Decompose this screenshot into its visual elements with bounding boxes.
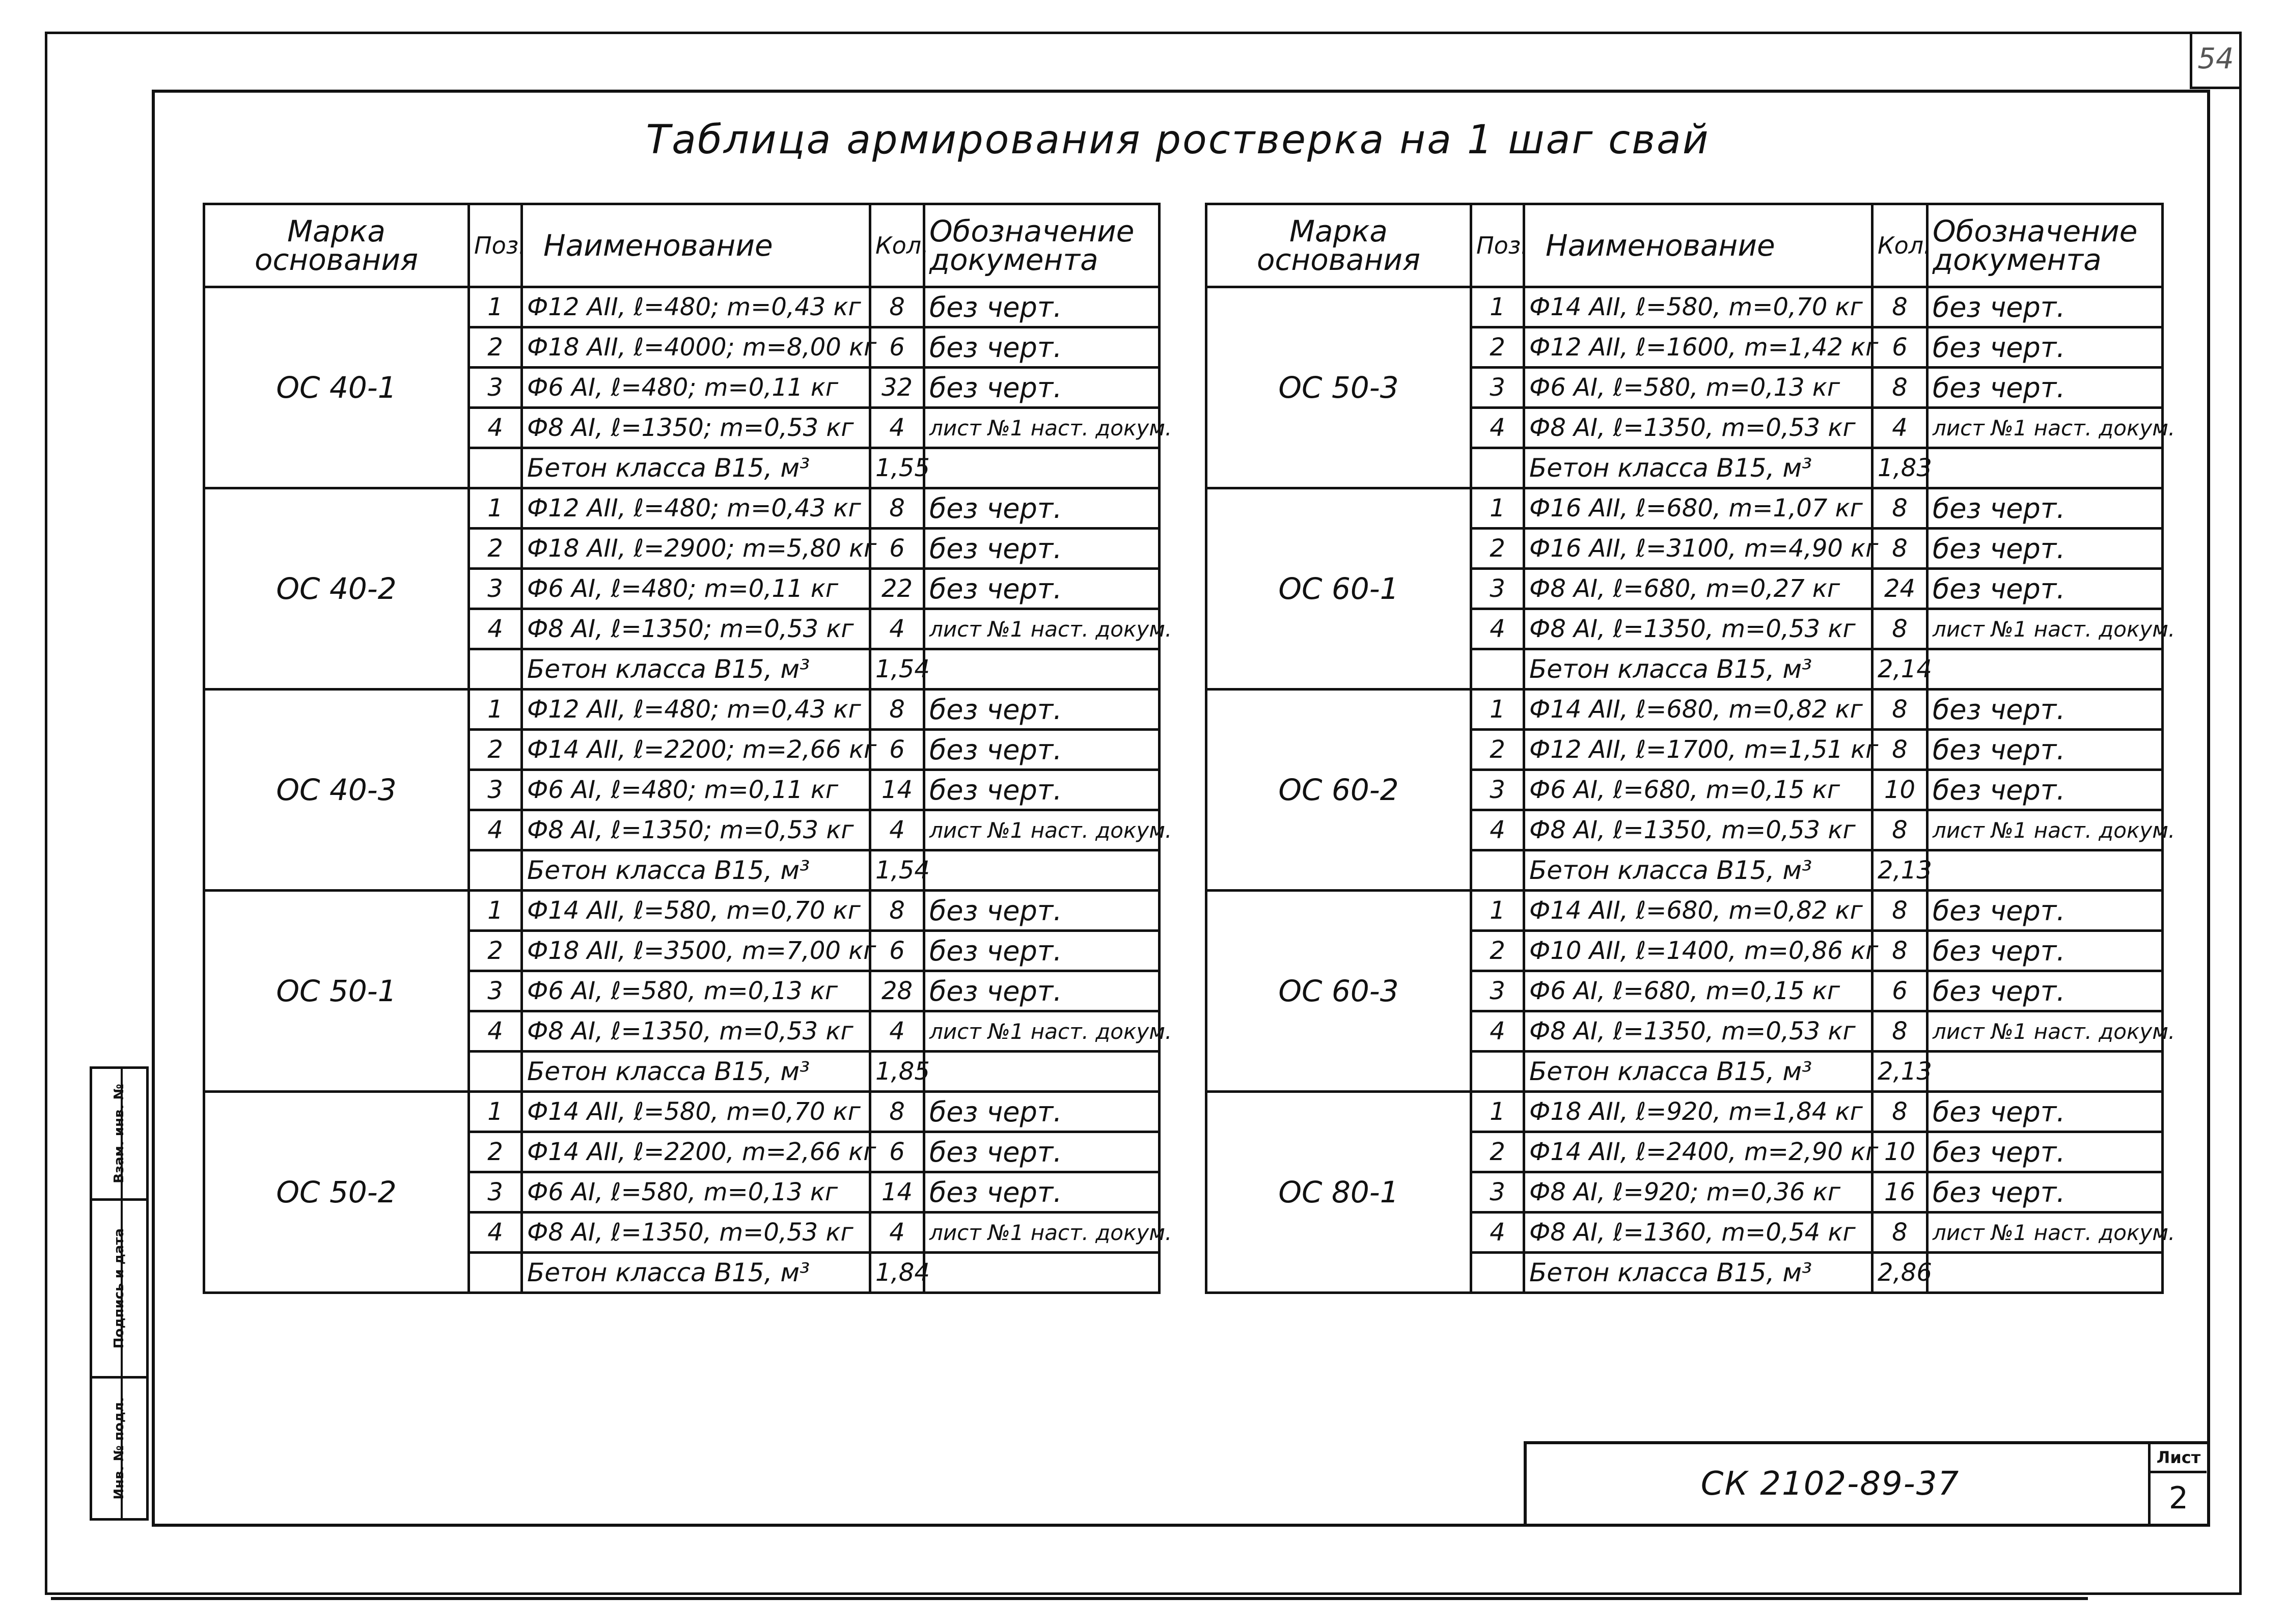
document-cell: без черт. (1927, 971, 2163, 1011)
position-cell: 2 (469, 529, 522, 569)
table-header-row (1206, 204, 2163, 287)
document-cell: без черт. (1927, 730, 2163, 770)
position-cell: 2 (469, 327, 522, 368)
name-cell: Ф14 АII, ℓ=680, m=0,82 кг (1524, 891, 1872, 931)
quantity-cell: 6 (870, 931, 924, 971)
position-cell: 3 (1471, 770, 1524, 810)
document-cell: без черт. (1927, 569, 2163, 609)
document-cell: лист №1 наст. докум. (924, 1213, 1160, 1253)
quantity-cell: 4 (1872, 408, 1927, 448)
document-cell: лист №1 наст. докум. (1927, 1213, 2163, 1253)
position-cell (469, 649, 522, 690)
name-cell: Ф12 АII, ℓ=480; m=0,43 кг (522, 690, 870, 730)
position-cell (1471, 850, 1524, 891)
position-cell: 4 (469, 408, 522, 448)
document-cell: лист №1 наст. докум. (1927, 1011, 2163, 1052)
quantity-cell: 8 (870, 287, 924, 327)
document-cell: без черт. (924, 1172, 1160, 1213)
concrete-cell: Бетон класса В15, м³ (1524, 649, 1872, 690)
document-cell: лист №1 наст. докум. (1927, 810, 2163, 850)
position-cell: 2 (1471, 327, 1524, 368)
position-cell: 4 (1471, 609, 1524, 649)
page-number: 54 (2190, 32, 2239, 89)
position-cell: 3 (1471, 1172, 1524, 1213)
position-cell (469, 850, 522, 891)
document-cell: без черт. (1927, 327, 2163, 368)
table-row (204, 287, 1160, 327)
header-pos: Поз. (469, 204, 522, 287)
name-cell: Ф18 АII, ℓ=4000; m=8,00 кг (522, 327, 870, 368)
header-pos: Поз. (1471, 204, 1524, 287)
concrete-qty-cell: 1,84 (870, 1253, 924, 1293)
side-stamp-cell (92, 1379, 146, 1518)
side-stamp (90, 1066, 149, 1521)
quantity-cell: 8 (1872, 609, 1927, 649)
document-cell: без черт. (924, 287, 1160, 327)
side-stamp-cell (92, 1201, 146, 1379)
quantity-cell: 8 (1872, 1092, 1927, 1132)
position-cell: 3 (469, 770, 522, 810)
position-cell (1471, 649, 1524, 690)
document-cell: без черт. (1927, 931, 2163, 971)
name-cell: Ф18 АII, ℓ=3500, m=7,00 кг (522, 931, 870, 971)
quantity-cell: 14 (870, 770, 924, 810)
header-qty: Кол. (870, 204, 924, 287)
name-cell: Ф6 АI, ℓ=580, m=0,13 кг (522, 971, 870, 1011)
document-cell (924, 649, 1160, 690)
quantity-cell: 4 (870, 408, 924, 448)
header-name: Наименование (1524, 204, 1872, 287)
side-stamp-label: Взам. инв. № (112, 1084, 127, 1183)
document-cell: без черт. (1927, 368, 2163, 408)
name-cell: Ф10 АII, ℓ=1400, m=0,86 кг (1524, 931, 1872, 971)
quantity-cell: 8 (1872, 690, 1927, 730)
quantity-cell: 8 (1872, 287, 1927, 327)
quantity-cell: 8 (1872, 810, 1927, 850)
name-cell: Ф14 АII, ℓ=2200; m=2,66 кг (522, 730, 870, 770)
mark-cell: ОС 40-1 (204, 287, 469, 488)
mark-cell: ОС 80-1 (1206, 1092, 1471, 1293)
name-cell: Ф6 АI, ℓ=580, m=0,13 кг (522, 1172, 870, 1213)
quantity-cell: 6 (1872, 327, 1927, 368)
position-cell (1471, 1253, 1524, 1293)
table-row (204, 488, 1160, 529)
document-cell: без черт. (924, 730, 1160, 770)
sheet-number: 2 (2148, 1473, 2207, 1524)
position-cell: 1 (1471, 1092, 1524, 1132)
name-cell: Ф8 АI, ℓ=1350, m=0,53 кг (1524, 609, 1872, 649)
concrete-cell: Бетон класса В15, м³ (522, 448, 870, 488)
document-cell (1927, 1052, 2163, 1092)
document-cell: лист №1 наст. докум. (1927, 408, 2163, 448)
position-cell: 4 (469, 609, 522, 649)
position-cell: 4 (1471, 1213, 1524, 1253)
mark-cell: ОС 50-1 (204, 891, 469, 1092)
position-cell: 4 (1471, 408, 1524, 448)
position-cell: 4 (1471, 1011, 1524, 1052)
rebar-table-left (203, 203, 1172, 1294)
quantity-cell: 8 (870, 891, 924, 931)
quantity-cell: 8 (1872, 529, 1927, 569)
name-cell: Ф8 АI, ℓ=1350; m=0,53 кг (522, 810, 870, 850)
position-cell: 3 (1471, 368, 1524, 408)
document-cell: лист №1 наст. докум. (924, 810, 1160, 850)
quantity-cell: 22 (870, 569, 924, 609)
quantity-cell: 28 (870, 971, 924, 1011)
name-cell: Ф6 АI, ℓ=480; m=0,11 кг (522, 368, 870, 408)
concrete-qty-cell: 1,54 (870, 850, 924, 891)
concrete-cell: Бетон класса В15, м³ (522, 850, 870, 891)
table-header-row (204, 204, 1160, 287)
position-cell (469, 448, 522, 488)
title-block (1524, 1441, 2207, 1524)
document-cell (1927, 448, 2163, 488)
position-cell: 1 (469, 488, 522, 529)
mark-cell: ОС 50-2 (204, 1092, 469, 1293)
name-cell: Ф18 АII, ℓ=920, m=1,84 кг (1524, 1092, 1872, 1132)
concrete-cell: Бетон класса В15, м³ (1524, 1253, 1872, 1293)
concrete-qty-cell: 1,54 (870, 649, 924, 690)
document-cell: без черт. (924, 327, 1160, 368)
position-cell: 2 (469, 931, 522, 971)
position-cell: 2 (1471, 1132, 1524, 1172)
concrete-qty-cell: 1,85 (870, 1052, 924, 1092)
position-cell: 4 (469, 810, 522, 850)
document-cell: без черт. (924, 971, 1160, 1011)
position-cell: 2 (469, 1132, 522, 1172)
table-row (1206, 891, 2163, 931)
bottom-edge-line (51, 1597, 2088, 1600)
document-cell: без черт. (924, 1092, 1160, 1132)
quantity-cell: 6 (870, 327, 924, 368)
document-cell (924, 1052, 1160, 1092)
table-row (1206, 287, 2163, 327)
mark-cell: ОС 40-2 (204, 488, 469, 690)
name-cell: Ф14 АII, ℓ=580, m=0,70 кг (522, 891, 870, 931)
quantity-cell: 6 (1872, 971, 1927, 1011)
name-cell: Ф16 АII, ℓ=680, m=1,07 кг (1524, 488, 1872, 529)
position-cell: 1 (469, 690, 522, 730)
name-cell: Ф16 АII, ℓ=3100, m=4,90 кг (1524, 529, 1872, 569)
document-cell: без черт. (1927, 529, 2163, 569)
position-cell: 3 (469, 368, 522, 408)
quantity-cell: 8 (1872, 891, 1927, 931)
name-cell: Ф8 АI, ℓ=1350; m=0,53 кг (522, 609, 870, 649)
table-row (204, 891, 1160, 931)
name-cell: Ф12 АII, ℓ=480; m=0,43 кг (522, 488, 870, 529)
position-cell: 1 (469, 287, 522, 327)
name-cell: Ф8 АI, ℓ=1350, m=0,53 кг (522, 1011, 870, 1052)
concrete-qty-cell: 2,86 (1872, 1253, 1927, 1293)
quantity-cell: 8 (1872, 488, 1927, 529)
name-cell: Ф12 АII, ℓ=480; m=0,43 кг (522, 287, 870, 327)
document-cell: без черт. (924, 931, 1160, 971)
document-cell: без черт. (1927, 891, 2163, 931)
position-cell: 1 (469, 1092, 522, 1132)
document-cell (1927, 850, 2163, 891)
quantity-cell: 24 (1872, 569, 1927, 609)
mark-cell: ОС 60-3 (1206, 891, 1471, 1092)
name-cell: Ф12 АII, ℓ=1700, m=1,51 кг (1524, 730, 1872, 770)
document-cell: без черт. (1927, 488, 2163, 529)
quantity-cell: 4 (870, 810, 924, 850)
table-row (204, 1092, 1160, 1132)
table-row (204, 690, 1160, 730)
quantity-cell: 32 (870, 368, 924, 408)
document-cell: без черт. (1927, 1172, 2163, 1213)
concrete-cell: Бетон класса В15, м³ (1524, 1052, 1872, 1092)
quantity-cell: 4 (870, 609, 924, 649)
name-cell: Ф14 АII, ℓ=580, m=0,70 кг (522, 1092, 870, 1132)
concrete-cell: Бетон класса В15, м³ (522, 1253, 870, 1293)
concrete-qty-cell: 1,55 (870, 448, 924, 488)
name-cell: Ф6 АI, ℓ=680, m=0,15 кг (1524, 770, 1872, 810)
quantity-cell: 6 (870, 1132, 924, 1172)
position-cell: 2 (469, 730, 522, 770)
position-cell (1471, 448, 1524, 488)
side-stamp-cell (92, 1069, 146, 1201)
concrete-cell: Бетон класса В15, м³ (522, 649, 870, 690)
document-cell: без черт. (1927, 1092, 2163, 1132)
quantity-cell: 6 (870, 529, 924, 569)
concrete-cell: Бетон класса В15, м³ (522, 1052, 870, 1092)
quantity-cell: 10 (1872, 1132, 1927, 1172)
name-cell: Ф6 АI, ℓ=680, m=0,15 кг (1524, 971, 1872, 1011)
concrete-cell: Бетон класса В15, м³ (1524, 448, 1872, 488)
quantity-cell: 4 (870, 1213, 924, 1253)
name-cell: Ф8 АI, ℓ=680, m=0,27 кг (1524, 569, 1872, 609)
header-doc: Обозначение документа (1927, 204, 2163, 287)
name-cell: Ф6 АI, ℓ=480; m=0,11 кг (522, 569, 870, 609)
table-row (1206, 1092, 2163, 1132)
name-cell: Ф6 АI, ℓ=580, m=0,13 кг (1524, 368, 1872, 408)
quantity-cell: 4 (870, 1011, 924, 1052)
document-cell: без черт. (924, 891, 1160, 931)
document-title: Таблица армирования ростверка на 1 шаг свай (646, 117, 1710, 163)
name-cell: Ф14 АII, ℓ=580, m=0,70 кг (1524, 287, 1872, 327)
header-doc: Обозначение документа (924, 204, 1160, 287)
side-stamp-label: Инв. № подл. (112, 1397, 127, 1500)
name-cell: Ф12 АII, ℓ=1600, m=1,42 кг (1524, 327, 1872, 368)
quantity-cell: 10 (1872, 770, 1927, 810)
quantity-cell: 14 (870, 1172, 924, 1213)
mark-cell: ОС 40-3 (204, 690, 469, 891)
name-cell: Ф14 АII, ℓ=2200, m=2,66 кг (522, 1132, 870, 1172)
quantity-cell: 8 (1872, 1011, 1927, 1052)
quantity-cell: 8 (870, 488, 924, 529)
name-cell: Ф8 АI, ℓ=1350, m=0,53 кг (522, 1213, 870, 1253)
name-cell: Ф8 АI, ℓ=1360, m=0,54 кг (1524, 1213, 1872, 1253)
name-cell: Ф14 АII, ℓ=680, m=0,82 кг (1524, 690, 1872, 730)
concrete-qty-cell: 1,83 (1872, 448, 1927, 488)
header-mark: Марка основания (204, 204, 469, 287)
document-cell: без черт. (924, 690, 1160, 730)
concrete-qty-cell: 2,14 (1872, 649, 1927, 690)
position-cell: 4 (469, 1011, 522, 1052)
document-cell: без черт. (1927, 287, 2163, 327)
position-cell: 2 (1471, 529, 1524, 569)
name-cell: Ф8 АI, ℓ=1350; m=0,53 кг (522, 408, 870, 448)
quantity-cell: 8 (1872, 1213, 1927, 1253)
table-row (1206, 690, 2163, 730)
side-stamp-label: Подпись и дата (112, 1228, 127, 1349)
name-cell: Ф8 АI, ℓ=1350, m=0,53 кг (1524, 1011, 1872, 1052)
quantity-cell: 8 (1872, 730, 1927, 770)
quantity-cell: 8 (1872, 931, 1927, 971)
position-cell: 3 (1471, 569, 1524, 609)
position-cell (469, 1052, 522, 1092)
position-cell: 4 (1471, 810, 1524, 850)
position-cell: 3 (469, 1172, 522, 1213)
document-cell: без черт. (1927, 770, 2163, 810)
position-cell (469, 1253, 522, 1293)
document-cell: лист №1 наст. докум. (1927, 609, 2163, 649)
document-cell: лист №1 наст. докум. (924, 408, 1160, 448)
name-cell: Ф8 АI, ℓ=1350, m=0,53 кг (1524, 408, 1872, 448)
header-qty: Кол. (1872, 204, 1927, 287)
mark-cell: ОС 60-1 (1206, 488, 1471, 690)
document-cell: без черт. (924, 488, 1160, 529)
quantity-cell: 16 (1872, 1172, 1927, 1213)
concrete-qty-cell: 2,13 (1872, 1052, 1927, 1092)
position-cell: 3 (469, 569, 522, 609)
sheet-label: Лист (2148, 1444, 2207, 1473)
position-cell: 3 (469, 971, 522, 1011)
position-cell: 1 (1471, 690, 1524, 730)
document-cell: без черт. (1927, 690, 2163, 730)
mark-cell: ОС 60-2 (1206, 690, 1471, 891)
position-cell: 1 (1471, 488, 1524, 529)
rebar-table-right (1205, 203, 2175, 1294)
quantity-cell: 8 (870, 1092, 924, 1132)
header-mark: Марка основания (1206, 204, 1471, 287)
position-cell: 2 (1471, 931, 1524, 971)
document-cell: без черт. (924, 1132, 1160, 1172)
document-cell: без черт. (924, 770, 1160, 810)
document-cell (924, 448, 1160, 488)
document-code: СК 2102-89-37 (1700, 1465, 1960, 1503)
concrete-cell: Бетон класса В15, м³ (1524, 850, 1872, 891)
name-cell: Ф14 АII, ℓ=2400, m=2,90 кг (1524, 1132, 1872, 1172)
concrete-qty-cell: 2,13 (1872, 850, 1927, 891)
header-name: Наименование (522, 204, 870, 287)
name-cell: Ф8 АI, ℓ=920; m=0,36 кг (1524, 1172, 1872, 1213)
document-cell: без черт. (924, 569, 1160, 609)
quantity-cell: 8 (870, 690, 924, 730)
document-cell: лист №1 наст. докум. (924, 609, 1160, 649)
document-cell (1927, 1253, 2163, 1293)
position-cell: 1 (1471, 891, 1524, 931)
mark-cell: ОС 50-3 (1206, 287, 1471, 488)
position-cell: 3 (1471, 971, 1524, 1011)
table-row (1206, 488, 2163, 529)
position-cell: 1 (1471, 287, 1524, 327)
document-cell: без черт. (1927, 1132, 2163, 1172)
position-cell: 4 (469, 1213, 522, 1253)
name-cell: Ф18 АII, ℓ=2900; m=5,80 кг (522, 529, 870, 569)
document-cell: без черт. (924, 529, 1160, 569)
position-cell: 2 (1471, 730, 1524, 770)
position-cell (1471, 1052, 1524, 1092)
position-cell: 1 (469, 891, 522, 931)
document-cell (1927, 649, 2163, 690)
document-cell: лист №1 наст. докум. (924, 1011, 1160, 1052)
name-cell: Ф6 АI, ℓ=480; m=0,11 кг (522, 770, 870, 810)
name-cell: Ф8 АI, ℓ=1350, m=0,53 кг (1524, 810, 1872, 850)
document-cell (924, 850, 1160, 891)
quantity-cell: 6 (870, 730, 924, 770)
document-cell: без черт. (924, 368, 1160, 408)
document-cell (924, 1253, 1160, 1293)
quantity-cell: 8 (1872, 368, 1927, 408)
